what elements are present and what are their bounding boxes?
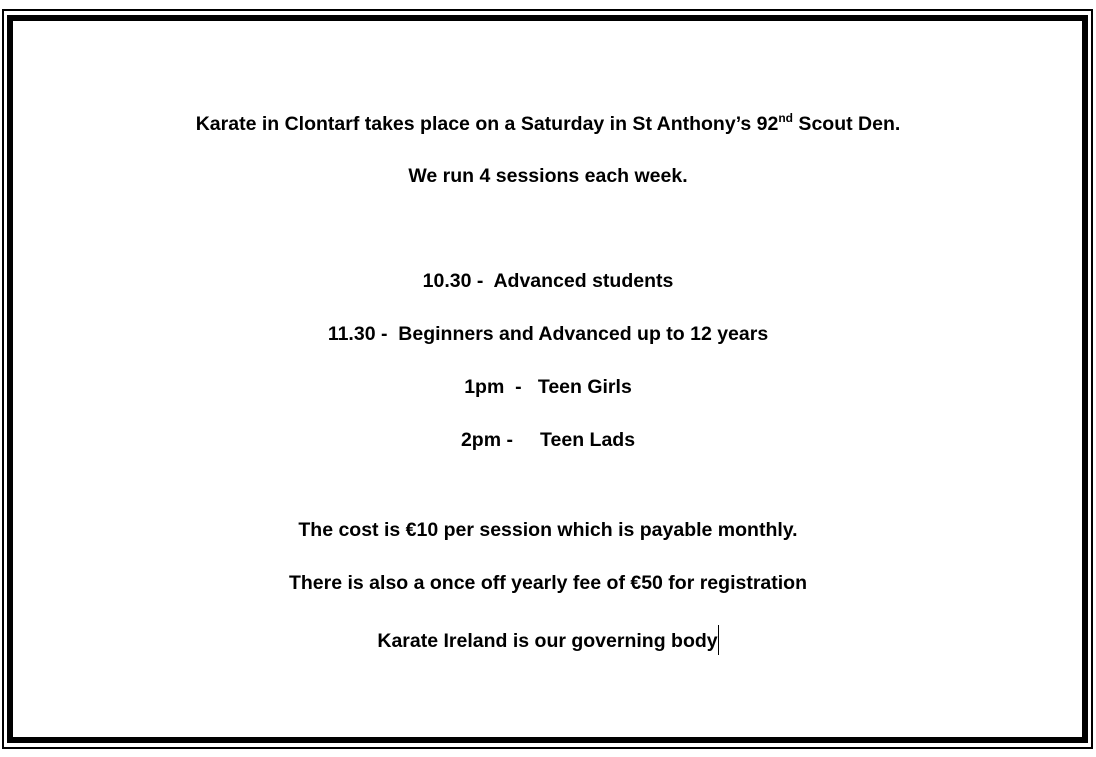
governing-body-line[interactable] (0, 625, 1096, 655)
text-cursor (718, 625, 719, 655)
session-line: 10.30 - Advanced students (422, 270, 674, 292)
cost-line: The cost is €10 per session which is payable monthly. (298, 519, 798, 541)
session-line: 11.30 - Beginners and Advanced up to 12 years (327, 323, 769, 345)
intro-text: Karate in Clontarf takes place on a Saturday in St Anthony’s 92 (195, 113, 779, 135)
governing-body-text: Karate Ireland is our governing body (377, 630, 718, 652)
intro-text-end: Scout Den. (793, 113, 901, 135)
intro-line (0, 113, 1096, 136)
session-line: 1pm - Teen Girls (464, 376, 632, 398)
sessions-count-line: We run 4 sessions each week. (408, 165, 688, 187)
registration-fee-line: There is also a once off yearly fee of €50 for registration (288, 572, 807, 594)
intro-superscript: nd (778, 111, 794, 125)
session-line: 2pm - Teen Lads (460, 429, 636, 451)
